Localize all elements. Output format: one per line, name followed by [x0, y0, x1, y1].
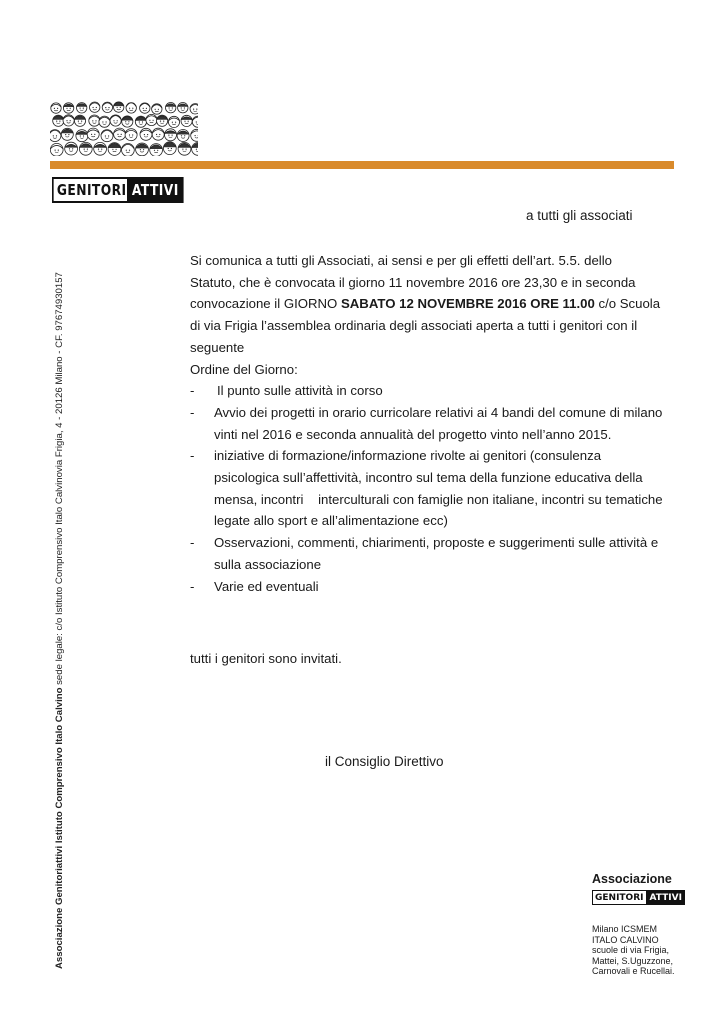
- crowd-face: [110, 115, 121, 126]
- agenda-dash: -: [190, 404, 195, 420]
- crowd-eye: [83, 108, 84, 109]
- body-line: di via Frigia l’assemblea ordinaria degli associati aperta a tutti i genitori con il: [190, 318, 638, 334]
- crowd-eye: [157, 150, 158, 151]
- association-name: Associazione Genitoriattivi Istituto Comprensivo Italo Calvino: [54, 687, 65, 969]
- date-line: [190, 293, 680, 315]
- crowd-face: [140, 103, 150, 113]
- footer-title: Associazione: [592, 872, 672, 886]
- crowd-eye: [172, 135, 173, 136]
- crowd-eye: [132, 134, 133, 135]
- crowd-eye: [146, 108, 147, 109]
- crowd-eye: [184, 107, 185, 108]
- recipient-line: a tutti gli associati: [526, 208, 633, 223]
- crowd-eye: [143, 149, 144, 150]
- crowd-eye: [154, 150, 155, 151]
- crowd-eye: [147, 134, 148, 135]
- crowd-eye: [117, 120, 118, 121]
- crowd-face: [102, 102, 112, 112]
- crowd-eye: [129, 134, 130, 135]
- crowd-eye: [186, 149, 187, 150]
- crowd-eye: [91, 134, 92, 135]
- crowd-eye: [163, 121, 164, 122]
- crowd-eye: [78, 121, 79, 122]
- crowd-eye: [193, 109, 194, 110]
- crowd-eye: [175, 122, 176, 123]
- agenda-dash: -: [190, 383, 195, 399]
- crowd-eye: [158, 109, 159, 110]
- agenda-item: [190, 576, 680, 598]
- crowd-face: [152, 104, 162, 114]
- crowd-face: [63, 115, 74, 126]
- footer-logo-word-attivi: ATTIVI: [647, 890, 685, 905]
- agenda-item-line: Il punto sulle attività in corso: [217, 383, 383, 399]
- crowd-eye: [96, 107, 97, 108]
- crowd-eye: [184, 121, 185, 122]
- legal-address-sidebar: [54, 272, 65, 969]
- crowd-eye: [172, 107, 173, 108]
- crowd-eye: [101, 149, 102, 150]
- footer-logo: [592, 890, 685, 905]
- agenda-item-line: sulla associazione: [214, 556, 322, 572]
- crowd-eye: [54, 108, 55, 109]
- crowd-eye: [65, 134, 66, 135]
- crowd-eye: [70, 120, 71, 121]
- crowd-eye: [140, 149, 141, 150]
- crowd-eye: [196, 121, 197, 122]
- crowd-eye: [117, 134, 118, 135]
- crowd-eye: [160, 121, 161, 122]
- footer-line: scuole di via Frigia,: [592, 945, 670, 956]
- agenda-list: [190, 380, 680, 597]
- footer-schools: [592, 924, 675, 977]
- crowd-eye: [95, 120, 96, 121]
- crowd-eye: [98, 149, 99, 150]
- crowd-face: [101, 130, 113, 142]
- crowd-eye: [93, 107, 94, 108]
- crowd-face: [90, 102, 100, 112]
- header-divider: [50, 161, 674, 169]
- crowd-eye: [58, 150, 59, 151]
- crowd-eye: [171, 148, 172, 149]
- crowd-eye: [105, 107, 106, 108]
- crowd-eye: [168, 135, 169, 136]
- crowd-eye: [181, 107, 182, 108]
- agenda-item-line: Osservazioni, commenti, chiarimenti, proposte e suggerimenti sulle attività e: [214, 535, 659, 551]
- body-line: seguente: [190, 339, 245, 355]
- crowd-eye: [69, 148, 70, 149]
- crowd-eye: [139, 121, 140, 122]
- invitation-line: tutti i genitori sono invitati.: [190, 651, 342, 666]
- crowd-eye: [55, 150, 56, 151]
- crowd-face: [89, 115, 100, 126]
- footer-logo-word-genitori: GENITORI: [592, 890, 647, 905]
- crowd-eye: [181, 135, 182, 136]
- meeting-date: SABATO 12 NOVEMBRE 2016 ORE 11.00: [340, 296, 595, 312]
- crowd-eye: [117, 107, 118, 108]
- crowd-eye: [66, 120, 67, 121]
- header-logo: [52, 177, 196, 203]
- intro-line: Statuto, che è convocata il giorno 11 novembre 2016 ore 23,30 e in seconda: [190, 274, 636, 290]
- crowd-eye: [106, 121, 107, 122]
- crowd-eye: [143, 108, 144, 109]
- crowd-eye: [195, 135, 196, 136]
- agenda-item: [190, 402, 680, 445]
- crowd-eye: [53, 135, 54, 136]
- logo-word-genitori: GENITORI: [52, 177, 131, 203]
- crowd-eye: [80, 135, 81, 136]
- crowd-eye: [92, 120, 93, 121]
- agenda-item-line: vinti nel 2016 e seconda annualità del progetto vinto nell’anno 2015.: [214, 426, 612, 442]
- crowd-eye: [59, 121, 60, 122]
- crowd-eye: [128, 121, 129, 122]
- crowd-eye: [184, 135, 185, 136]
- crowd-eye: [120, 107, 121, 108]
- crowd-eye: [169, 107, 170, 108]
- crowd-eye: [83, 135, 84, 136]
- crowd-eye: [196, 109, 197, 110]
- crowd-eye: [72, 148, 73, 149]
- letter-body: [190, 250, 680, 597]
- crowd-eye: [188, 121, 189, 122]
- agenda-dash: -: [190, 448, 195, 464]
- agenda-heading: Ordine del Giorno:: [190, 361, 298, 377]
- crowd-eye: [155, 109, 156, 110]
- agenda-item-line: legate allo sport e all’alimentazione ecc): [214, 513, 448, 529]
- agenda-item: [190, 445, 680, 532]
- crowd-eye: [68, 134, 69, 135]
- crowd-eye: [56, 121, 57, 122]
- crowd-eye: [129, 150, 130, 151]
- footer-line: Milano ICSMEM: [592, 924, 658, 934]
- crowd-eye: [108, 135, 109, 136]
- agenda-item-line: iniziative di formazione/informazione rivolte ai genitori (consulenza: [214, 448, 602, 464]
- crowd-eye: [196, 149, 197, 150]
- crowd-eye: [125, 121, 126, 122]
- crowd-illustration: [50, 98, 198, 156]
- agenda-item: [190, 532, 680, 575]
- crowd-eye: [149, 120, 150, 121]
- crowd-eye: [142, 121, 143, 122]
- signature: il Consiglio Direttivo: [325, 754, 444, 769]
- crowd-eye: [168, 148, 169, 149]
- crowd-hair: [114, 102, 124, 106]
- crowd-eye: [126, 150, 127, 151]
- crowd-eye: [113, 120, 114, 121]
- crowd-eye: [81, 121, 82, 122]
- crowd-eye: [182, 149, 183, 150]
- crowd-eye: [144, 134, 145, 135]
- agenda-item-line: Varie ed eventuali: [214, 578, 319, 594]
- crowd-eye: [156, 134, 157, 135]
- crowd-eye: [112, 149, 113, 150]
- crowd-eye: [172, 122, 173, 123]
- crowd-face: [122, 144, 135, 157]
- footer-line: ITALO CALVINO: [592, 934, 659, 945]
- crowd-eye: [66, 108, 67, 109]
- agenda-dash: -: [190, 535, 195, 551]
- crowd-eye: [159, 134, 160, 135]
- agenda-item: [190, 380, 680, 402]
- intro-line: Si comunica a tutti gli Associati, ai sensi e per gli effetti dell’art. 5.5. dello: [190, 253, 612, 268]
- logo-word-attivi: ATTIVI: [127, 177, 184, 203]
- crowd-eye: [87, 149, 88, 150]
- crowd-eye: [132, 108, 133, 109]
- agenda-dash: -: [190, 578, 195, 594]
- crowd-eye: [84, 149, 85, 150]
- agenda-item-line: Avvio dei progetti in orario curricolare relativi ai 4 bandi del comune di milano: [214, 404, 663, 420]
- crowd-eye: [57, 108, 58, 109]
- agenda-item-line: mensa, incontri interculturali con famiglie non italiane, incontri su tematiche: [214, 491, 663, 507]
- crowd-eye: [105, 135, 106, 136]
- crowd-eye: [94, 134, 95, 135]
- crowd-eye: [102, 121, 103, 122]
- footer-line: Carnovali e Rucellai.: [592, 966, 675, 977]
- agenda-item-line: psicologica sull’affettività, incontro sul tema della funzione educativa della: [214, 470, 643, 486]
- date-line-before: convocazione il GIORNO: [190, 296, 341, 312]
- legal-address: sede legale: c/o Istituto Comprensivo Italo Calvinovia Frigia, 4 - 20126 Milano - CF. 97674930157: [54, 272, 65, 688]
- crowd-eye: [129, 108, 130, 109]
- crowd-eye: [70, 108, 71, 109]
- crowd-eye: [121, 134, 122, 135]
- crowd-eye: [108, 107, 109, 108]
- footer-line: Mattei, S.Uguzzone,: [592, 955, 674, 966]
- crowd-eye: [80, 108, 81, 109]
- crowd-eye: [56, 135, 57, 136]
- crowd-eye: [153, 120, 154, 121]
- date-line-after: c/o Scuola: [594, 296, 661, 312]
- crowd-face: [99, 116, 110, 127]
- crowd-eye: [116, 149, 117, 150]
